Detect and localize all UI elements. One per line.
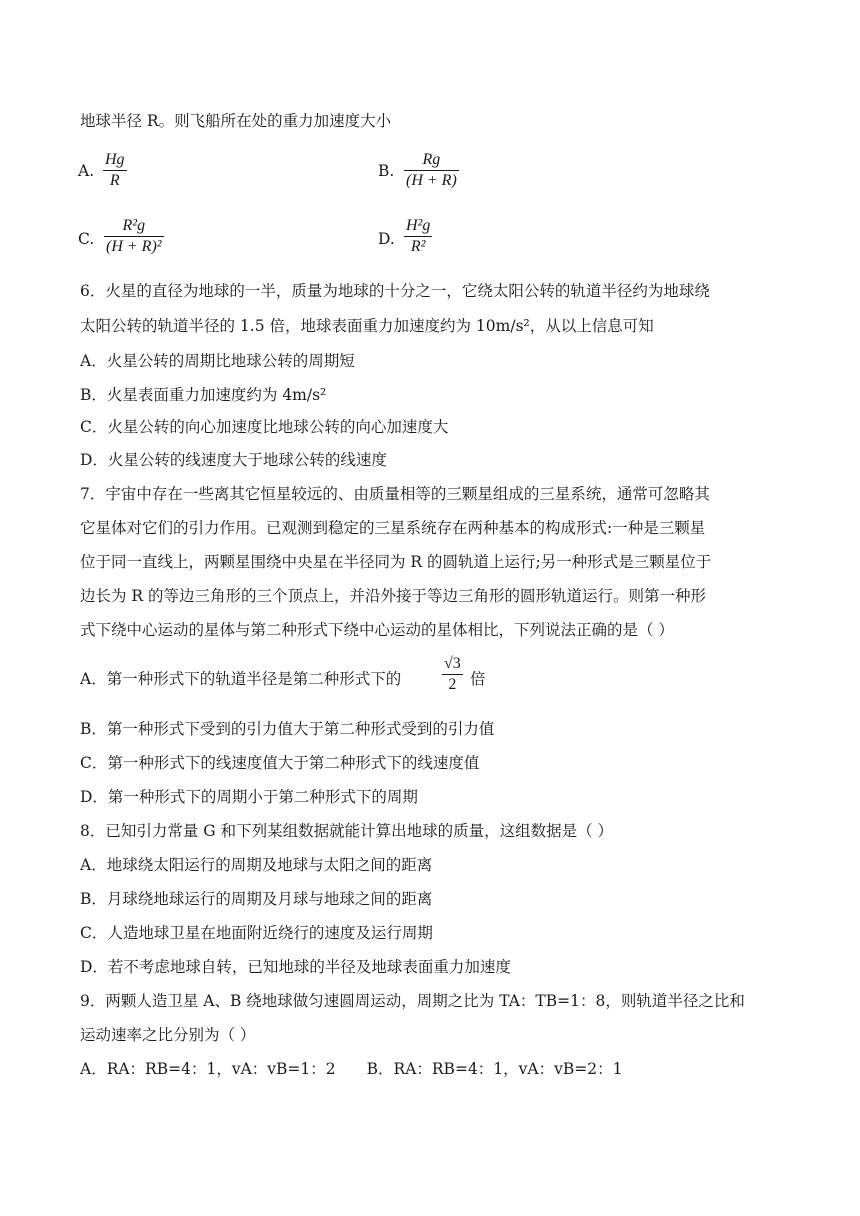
q7-option-a-denominator: 2 <box>448 676 457 693</box>
q7-option-a-numerator: √3 <box>444 655 461 672</box>
q5-option-a-numerator: Hg <box>105 151 125 168</box>
q7-stem-line-3: 位于同一直线上，两颗星围绕中央星在半径同为 R 的圆轨道上运行;另一种形式是三颗星位于 <box>80 553 712 571</box>
q8-option-d: D．若不考虑地球自转，已知地球的半径及地球表面重力加速度 <box>80 958 511 976</box>
q5-option-c-fraction <box>104 217 164 256</box>
q6-option-d: D．火星公转的线速度大于地球公转的线速度 <box>80 451 387 469</box>
q5-option-d-fraction <box>404 217 432 256</box>
q7-stem-line-5: 式下绕中心运动的星体与第二种形式下绕中心运动的星体相比，下列说法正确的是（ ） <box>80 621 674 639</box>
q7-option-a-prefix: A．第一种形式下的轨道半径是第二种形式下的 <box>80 670 402 688</box>
q5-option-d-numerator: H²g <box>406 217 431 234</box>
q6-option-b: B．火星表面重力加速度约为 4m/s² <box>80 386 327 404</box>
q7-option-c: C．第一种形式下的线速度值大于第二种形式下的线速度值 <box>80 754 480 772</box>
q6-option-c: C．火星公转的向心加速度比地球公转的向心加速度大 <box>80 418 449 436</box>
q7-option-b: B．第一种形式下受到的引力值大于第二种形式受到的引力值 <box>80 720 495 738</box>
q5-option-a-denominator: R <box>109 172 120 189</box>
q5-intro: 地球半径 R。则飞船所在处的重力加速度大小 <box>80 112 392 130</box>
q5-option-b-fraction <box>404 151 459 190</box>
q6-stem-line-1: 6．火星的直径为地球的一半，质量为地球的十分之一，它绕太阳公转的轨道半径约为地球绕 <box>80 282 710 300</box>
q6-stem-line-2: 太阳公转的轨道半径的 1.5 倍，地球表面重力加速度约为 10m/s²，从以上信息可知 <box>80 317 654 335</box>
q7-stem-line-2: 它星体对它们的引力作用。已观测到稳定的三星系统存在两种基本的构成形式:一种是三颗星 <box>80 519 706 537</box>
q5-option-a-fraction <box>103 151 127 190</box>
q7-stem-line-1: 7．宇宙中存在一些离其它恒星较远的、由质量相等的三颗星组成的三星系统，通常可忽略其 <box>80 485 710 503</box>
q8-stem: 8．已知引力常量 G 和下列某组数据就能计算出地球的质量，这组数据是（ ） <box>80 822 614 840</box>
q7-option-d: D．第一种形式下的周期小于第二种形式下的周期 <box>80 788 418 806</box>
q5-option-c-numerator: R²g <box>122 217 146 234</box>
q8-option-c: C．人造地球卫星在地面附近绕行的速度及运行周期 <box>80 924 433 942</box>
q5-option-c-label: C. <box>78 230 95 248</box>
q5-option-a-label: A. <box>78 162 95 180</box>
q9-options-ab: A．RA：RB=4：1，vA：vB=1：2 B．RA：RB=4：1，vA：vB=2：1 <box>80 1060 623 1078</box>
q9-stem-line-1: 9．两颗人造卫星 A、B 绕地球做匀速圆周运动，周期之比为 TA：TB=1：8，则轨道半径之比和 <box>80 992 745 1010</box>
q6-option-a: A．火星公转的周期比地球公转的周期短 <box>80 352 355 370</box>
q9-stem-line-2: 运动速率之比分别为（ ） <box>80 1026 256 1044</box>
q7-option-a-suffix: 倍 <box>470 670 486 688</box>
q8-option-b: B．月球绕地球运行的周期及月球与地球之间的距离 <box>80 890 433 908</box>
q5-option-d-label: D. <box>378 230 395 248</box>
q5-option-b-label: B. <box>378 162 395 180</box>
q5-option-c-denominator: (H + R)² <box>106 238 162 255</box>
q5-option-b-denominator: (H + R) <box>406 172 457 189</box>
q8-option-a: A．地球绕太阳运行的周期及地球与太阳之间的距离 <box>80 856 433 874</box>
q7-stem-line-4: 边长为 R 的等边三角形的三个顶点上，并沿外接于等边三角形的圆形轨道运行。则第一种形 <box>80 587 707 605</box>
q7-option-a-fraction <box>442 655 463 694</box>
q5-option-d-denominator: R² <box>410 238 426 255</box>
q5-option-b-numerator: Rg <box>422 151 441 168</box>
